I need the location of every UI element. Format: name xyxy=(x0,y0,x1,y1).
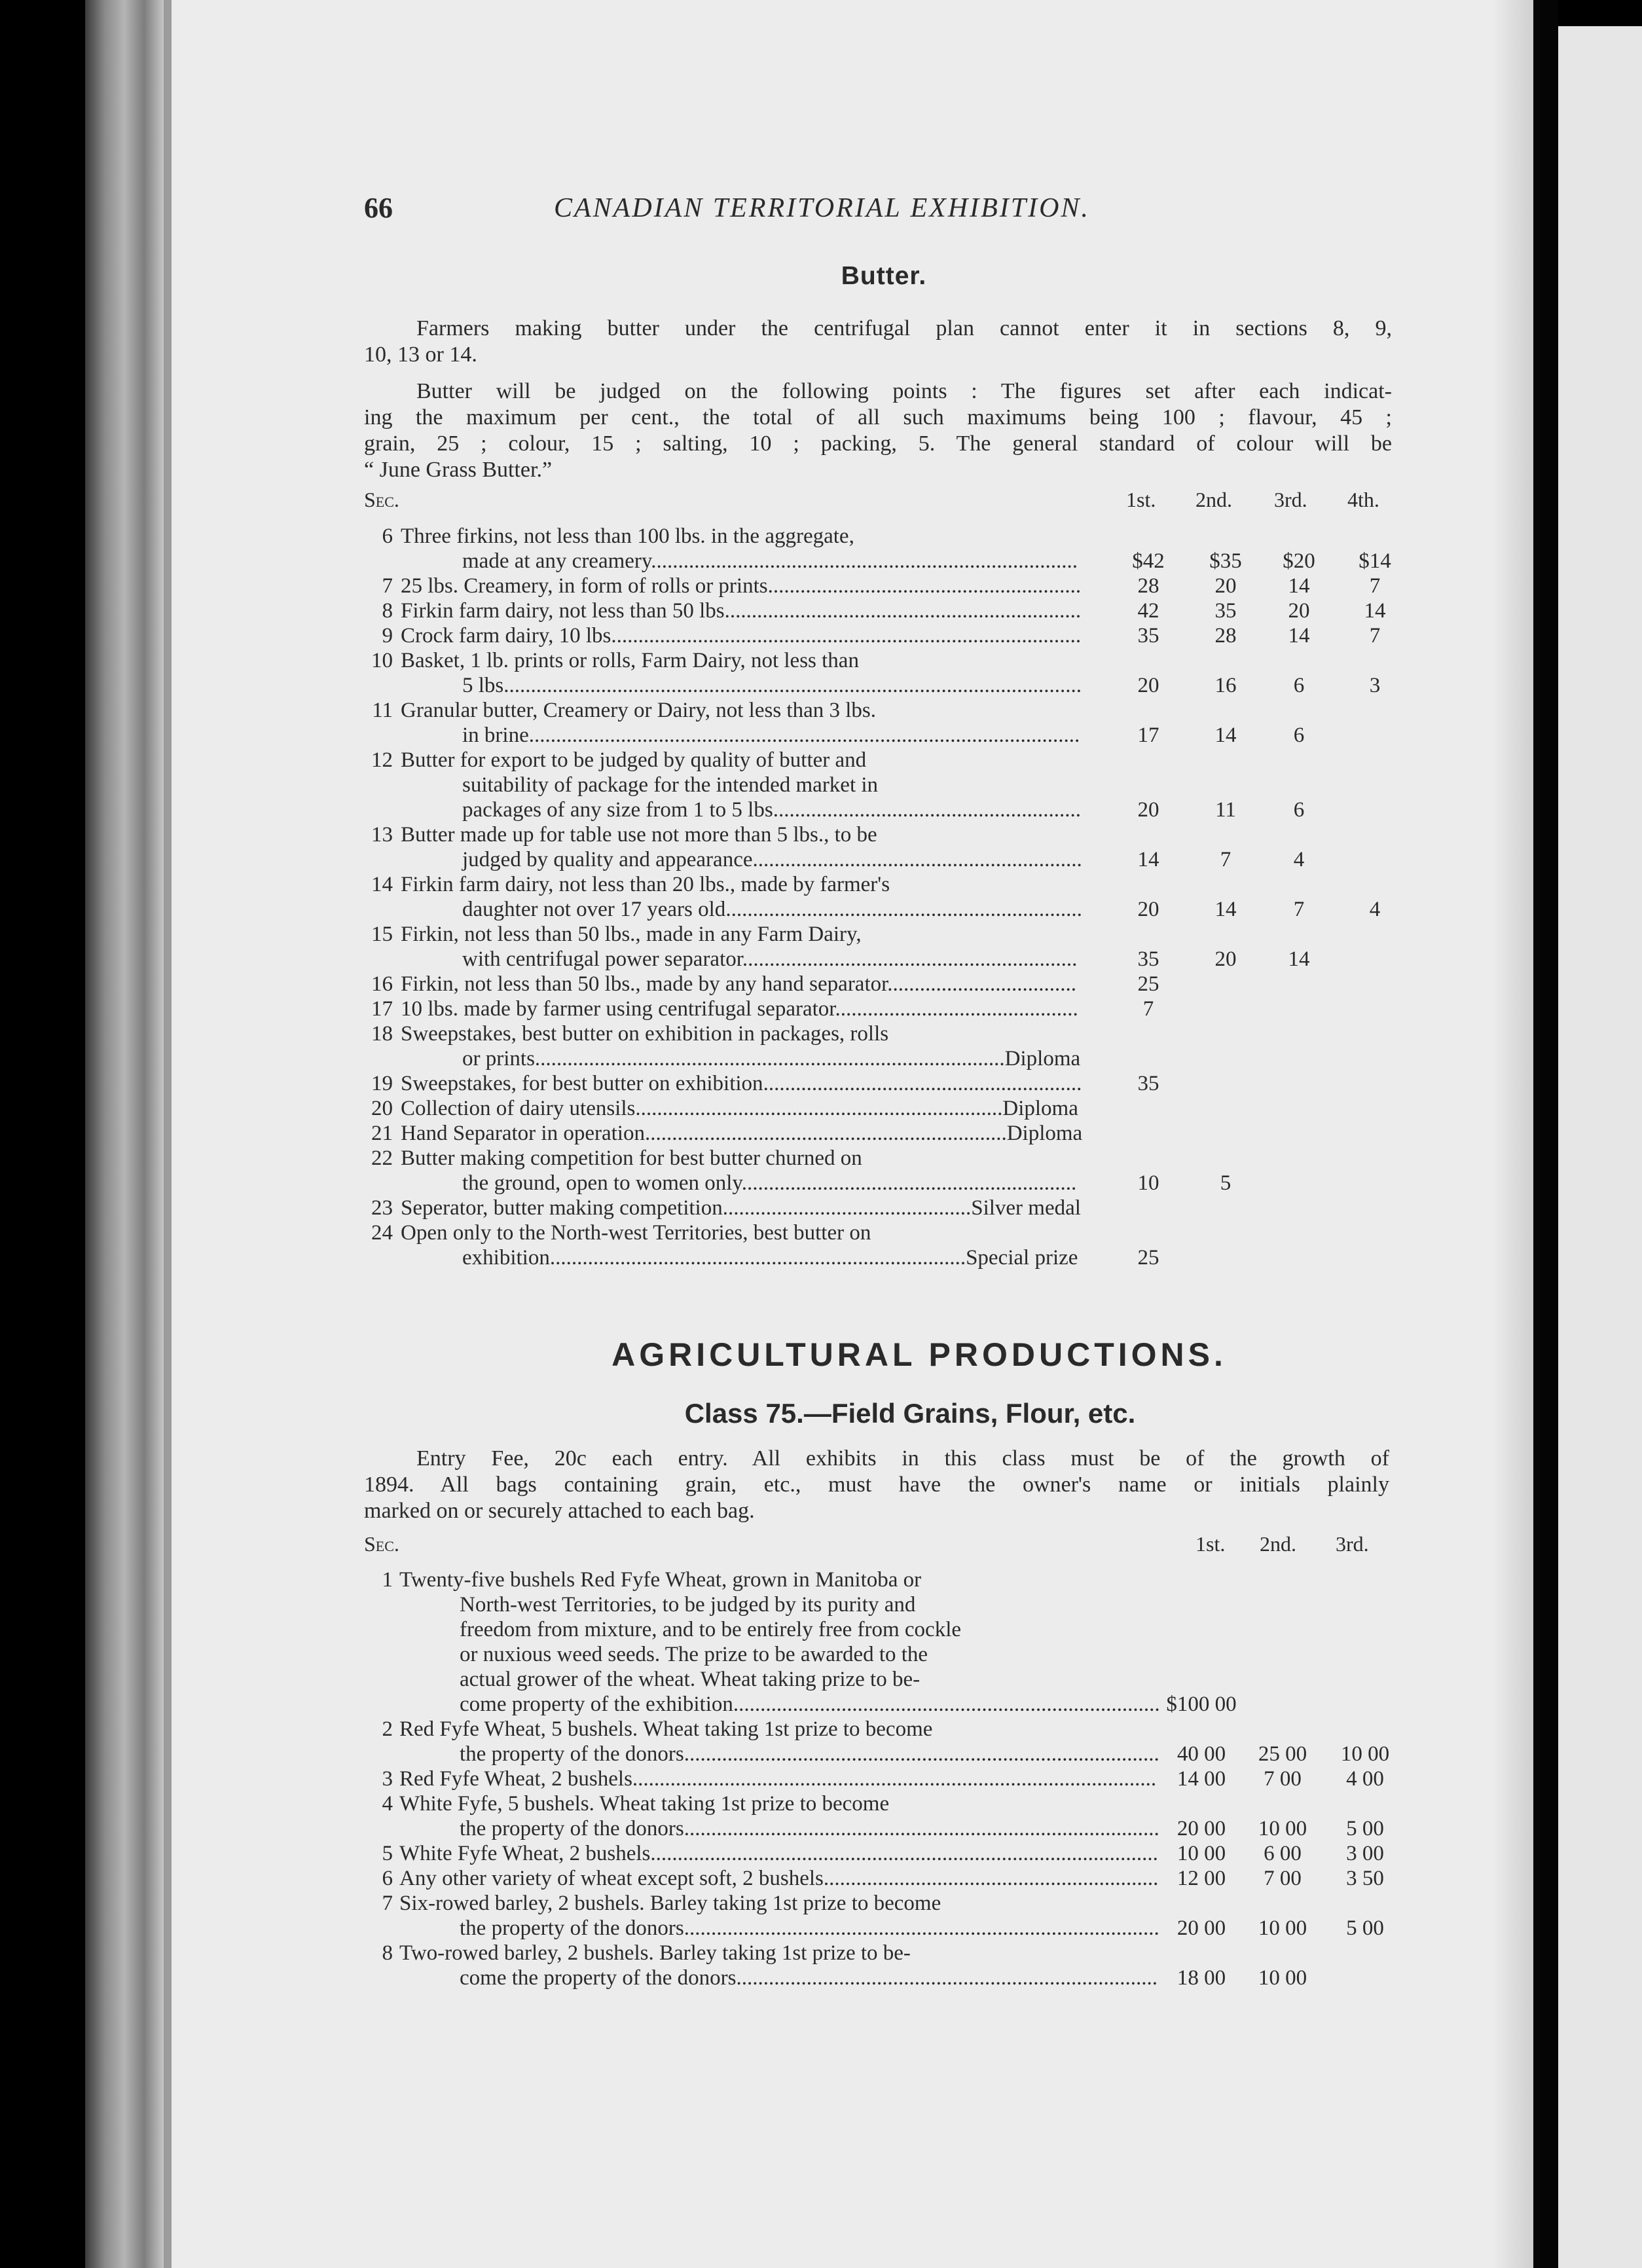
prize-amount: 20 xyxy=(1137,674,1159,697)
section-number: 6 xyxy=(382,524,393,548)
butter-intro-line: Farmers making butter under the centrifugal plan cannot enter it in sections 8, 9, xyxy=(416,316,1392,340)
prize-amount: 25 00 xyxy=(1258,1742,1307,1766)
entry-description-line: suitability of package for the intended market in xyxy=(462,773,879,797)
dot-leader: .............................................................. xyxy=(741,1171,1077,1195)
butter-row xyxy=(0,1146,1642,1196)
dot-leader: ............................................................................. xyxy=(549,1246,966,1270)
entry-description-line: Sweepstakes, best butter on exhibition in packages, rolls xyxy=(401,1022,889,1046)
section-number: 18 xyxy=(371,1022,393,1046)
dot-leader: .................................................................. xyxy=(724,599,1082,623)
butter-row xyxy=(0,623,1642,648)
agri-row xyxy=(0,1891,1642,1941)
agri-header-2nd: 2nd. xyxy=(1260,1532,1296,1556)
prize-amount: 17 xyxy=(1137,723,1159,747)
section-number: 9 xyxy=(382,624,393,648)
agri-intro-line: marked on or securely attached to each bag. xyxy=(364,1499,755,1523)
prize-amount: 20 00 xyxy=(1177,1817,1226,1840)
prize-amount: 28 xyxy=(1137,574,1159,598)
entry-description-line: freedom from mixture, and to be entirely free from cockle xyxy=(460,1618,962,1641)
prize-amount: $42 xyxy=(1132,549,1165,573)
butter-row xyxy=(0,872,1642,922)
prize-amount: $14 xyxy=(1359,549,1391,573)
butter-row xyxy=(0,1071,1642,1096)
entry-description-line: Any other variety of wheat except soft, 2 bushels xyxy=(399,1867,824,1890)
entry-description-line: Butter made up for table use not more than 5 lbs., to be xyxy=(401,823,877,847)
butter-title: Butter. xyxy=(841,262,927,290)
section-number: 12 xyxy=(371,748,393,772)
agri-header-3rd: 3rd. xyxy=(1336,1532,1369,1556)
prize-amount: 6 xyxy=(1293,723,1305,747)
dot-leader: .................................................................... xyxy=(635,1097,1003,1120)
dot-leader: ........................................................................................................... xyxy=(503,674,1082,697)
entry-description-line: Sweepstakes, for best butter on exhibition xyxy=(401,1072,763,1095)
entry-description-line: or nuxious weed seeds. The prize to be awarded to the xyxy=(460,1643,928,1666)
agri-header-1st: 1st. xyxy=(1195,1532,1226,1556)
prize-amount: 42 xyxy=(1137,599,1159,623)
section-number: 22 xyxy=(371,1146,393,1170)
butter-row xyxy=(0,822,1642,872)
prize-amount: 10 00 xyxy=(1258,1916,1307,1940)
butter-header-3rd: 3rd. xyxy=(1274,488,1307,511)
dot-leader: ................................................................................................. xyxy=(632,1767,1157,1791)
prize-amount: 35 xyxy=(1137,947,1159,971)
butter-row xyxy=(0,972,1642,997)
butter-header-1st: 1st. xyxy=(1126,488,1156,511)
prize-amount: 7 xyxy=(1293,898,1305,921)
section-number: 2 xyxy=(382,1717,393,1741)
butter-judging-line: Butter will be judged on the following points : The figures set after each indicat- xyxy=(416,379,1392,403)
butter-intro xyxy=(364,316,1392,368)
dot-leader: .................................................................. xyxy=(725,898,1082,921)
butter-row xyxy=(0,1196,1642,1220)
prize-amount: $100 00 xyxy=(1166,1692,1237,1716)
entry-description-line: or prints xyxy=(462,1047,535,1070)
prize-amount: $35 xyxy=(1209,549,1242,573)
agri-intro-line: Entry Fee, 20c each entry. All exhibits in this class must be of the growth of xyxy=(416,1446,1389,1471)
dot-leader: ........................................................................................ xyxy=(684,1817,1159,1840)
prize-amount: 28 xyxy=(1214,624,1237,648)
butter-row xyxy=(0,1096,1642,1121)
prize-amount: 20 xyxy=(1288,599,1310,623)
agri-intro xyxy=(364,1446,1389,1524)
entry-description-line: packages of any size from 1 to 5 lbs xyxy=(462,798,773,822)
award-label: Diploma xyxy=(1002,1097,1078,1120)
entry-description-line: actual grower of the wheat. Wheat taking prize to be- xyxy=(460,1668,921,1691)
prize-amount: 35 xyxy=(1137,624,1159,648)
butter-intro-line: 10, 13 or 14. xyxy=(364,342,477,367)
dot-leader: .............................................................. xyxy=(823,1867,1159,1890)
prize-amount: 3 00 xyxy=(1346,1842,1384,1865)
entry-description-line: White Fyfe, 5 bushels. Wheat taking 1st prize to become xyxy=(399,1792,890,1816)
entry-description-line: Granular butter, Creamery or Dairy, not less than 3 lbs. xyxy=(401,699,876,722)
entry-description-line: Basket, 1 lb. prints or rolls, Farm Dairy, not less than xyxy=(401,649,859,672)
prize-amount: 14 xyxy=(1288,574,1310,598)
butter-judging xyxy=(364,378,1392,483)
prize-amount: 35 xyxy=(1214,599,1237,623)
entry-description-line: Butter making competition for best butter churned on xyxy=(401,1146,862,1170)
entry-description-line: come the property of the donors xyxy=(460,1966,737,1990)
agri-row xyxy=(0,1941,1642,1990)
prize-amount: 3 xyxy=(1369,674,1381,697)
dot-leader: ............................................. xyxy=(835,997,1078,1021)
prize-amount: 20 00 xyxy=(1177,1916,1226,1940)
entry-description-line: exhibition xyxy=(462,1246,550,1270)
entry-description-line: the property of the donors xyxy=(460,1742,684,1766)
dot-leader: ........................................................................................ xyxy=(684,1916,1159,1940)
prize-amount: 20 xyxy=(1137,898,1159,921)
section-number: 23 xyxy=(371,1196,393,1220)
entry-description-line: judged by quality and appearance xyxy=(462,848,753,871)
butter-row xyxy=(0,997,1642,1021)
prize-amount: 20 xyxy=(1214,947,1237,971)
entry-description-line: the ground, open to women only xyxy=(462,1171,742,1195)
award-label: Diploma xyxy=(1004,1047,1081,1070)
agri-row xyxy=(0,1717,1642,1766)
dot-leader: ................................................................... xyxy=(644,1122,1007,1145)
butter-row xyxy=(0,698,1642,748)
entry-description-line: Two-rowed barley, 2 bushels. Barley taking 1st prize to be- xyxy=(399,1941,911,1965)
section-number: 6 xyxy=(382,1867,393,1890)
butter-header-4th: 4th. xyxy=(1347,488,1379,511)
prize-amount: 20 xyxy=(1214,574,1237,598)
prize-amount: 14 xyxy=(1364,599,1386,623)
agri-intro-line: 1894. All bags containing grain, etc., must have the owner's name or initials plainly xyxy=(364,1472,1389,1497)
dot-leader: .............................................................. xyxy=(742,947,1078,971)
dot-leader: .............................................................................. xyxy=(736,1966,1158,1990)
butter-row xyxy=(0,1220,1642,1270)
prize-amount: 5 00 xyxy=(1346,1817,1384,1840)
dot-leader: ...................................................................................................... xyxy=(528,723,1080,747)
prize-amount: 18 00 xyxy=(1177,1966,1226,1990)
prize-amount: 14 xyxy=(1214,723,1237,747)
butter-row xyxy=(0,748,1642,822)
prize-amount: 10 00 xyxy=(1258,1817,1307,1840)
entry-description-line: 25 lbs. Creamery, in form of rolls or prints xyxy=(401,574,768,598)
entry-description-line: Six-rowed barley, 2 bushels. Barley taking 1st prize to become xyxy=(399,1892,941,1915)
prize-amount: 14 00 xyxy=(1177,1767,1226,1791)
section-number: 20 xyxy=(371,1097,393,1120)
entry-description-line: Red Fyfe Wheat, 2 bushels xyxy=(399,1767,632,1791)
dot-leader: ............................................................. xyxy=(752,848,1082,871)
entry-description-line: Twenty-five bushels Red Fyfe Wheat, grown in Manitoba or xyxy=(399,1568,922,1592)
award-label: Special prize xyxy=(966,1246,1078,1270)
section-number: 13 xyxy=(371,823,393,847)
agri-row xyxy=(0,1567,1642,1717)
section-number: 7 xyxy=(382,574,393,598)
entry-description-line: Firkin farm dairy, not less than 20 lbs., made by farmer's xyxy=(401,873,890,896)
prize-amount: 7 xyxy=(1142,997,1154,1021)
award-label: Silver medal xyxy=(971,1196,1081,1220)
agri-title: AGRICULTURAL PRODUCTIONS. xyxy=(611,1336,1227,1373)
dot-leader: ........................................................................................ xyxy=(684,1742,1159,1766)
prize-amount: 4 00 xyxy=(1346,1767,1384,1791)
section-number: 11 xyxy=(372,699,393,722)
entry-description-line: Seperator, butter making competition xyxy=(401,1196,723,1220)
prize-amount: 10 xyxy=(1137,1171,1159,1195)
entry-description-line: Firkin, not less than 50 lbs., made by any hand separator xyxy=(401,972,888,996)
section-number: 17 xyxy=(371,997,393,1021)
prize-amount: 7 00 xyxy=(1264,1867,1302,1890)
agri-row xyxy=(0,1866,1642,1891)
section-number: 19 xyxy=(371,1072,393,1095)
prize-amount: 14 xyxy=(1137,848,1159,871)
dot-leader: ................................... xyxy=(887,972,1077,996)
prize-amount: 4 xyxy=(1369,898,1381,921)
prize-amount: 7 xyxy=(1369,574,1381,598)
prize-amount: 40 00 xyxy=(1177,1742,1226,1766)
butter-row xyxy=(0,648,1642,698)
prize-amount: 7 xyxy=(1369,624,1381,648)
prize-amount: $20 xyxy=(1283,549,1315,573)
section-number: 5 xyxy=(382,1842,393,1865)
prize-amount: 10 00 xyxy=(1340,1742,1390,1766)
entry-description-line: Firkin farm dairy, not less than 50 lbs xyxy=(401,599,725,623)
dot-leader: ............................................................................... xyxy=(733,1692,1160,1716)
entry-description-line: made at any creamery xyxy=(462,549,651,573)
entry-description-line: 10 lbs. made by farmer using centrifugal separator xyxy=(401,997,835,1021)
agri-row xyxy=(0,1791,1642,1841)
prize-amount: 35 xyxy=(1137,1072,1159,1095)
section-number: 24 xyxy=(371,1221,393,1245)
prize-amount: 12 00 xyxy=(1177,1867,1226,1890)
butter-row xyxy=(0,922,1642,972)
butter-row xyxy=(0,574,1642,598)
entry-description-line: Crock farm dairy, 10 lbs xyxy=(401,624,611,648)
prize-amount: 14 xyxy=(1214,898,1237,921)
entry-description-line: 5 lbs xyxy=(462,674,504,697)
section-number: 1 xyxy=(382,1568,393,1592)
dot-leader: .............................................. xyxy=(722,1196,972,1220)
dot-leader: ....................................................................................... xyxy=(534,1047,1005,1070)
entry-description-line: with centrifugal power separator xyxy=(462,947,742,971)
dot-leader: ............................................................................... xyxy=(651,549,1078,573)
butter-judging-line: ing the maximum per cent., the total of all such maximums being 100 ; flavour, 45 ; xyxy=(364,405,1392,430)
prize-amount: 11 xyxy=(1215,798,1236,822)
award-label: Diploma xyxy=(1006,1122,1083,1145)
section-number: 16 xyxy=(371,972,393,996)
agri-row xyxy=(0,1766,1642,1791)
prize-amount: 6 xyxy=(1293,674,1305,697)
section-number: 8 xyxy=(382,1941,393,1965)
section-number: 21 xyxy=(371,1122,393,1145)
prize-amount: 4 xyxy=(1293,848,1305,871)
prize-amount: 10 00 xyxy=(1177,1842,1226,1865)
prize-amount: 6 00 xyxy=(1264,1842,1302,1865)
entry-description-line: Red Fyfe Wheat, 5 bushels. Wheat taking 1st prize to become xyxy=(399,1717,933,1741)
prize-amount: 5 xyxy=(1220,1171,1232,1195)
entry-description-line: North-west Territories, to be judged by its purity and xyxy=(460,1593,916,1617)
agri-row xyxy=(0,1841,1642,1866)
entry-description-line: Hand Separator in operation xyxy=(401,1122,645,1145)
prize-amount: 6 xyxy=(1293,798,1305,822)
entry-description-line: White Fyfe Wheat, 2 bushels xyxy=(399,1842,651,1865)
entry-description-line: the property of the donors xyxy=(460,1817,684,1840)
entry-description-line: Open only to the North-west Territories, best butter on xyxy=(401,1221,871,1245)
butter-row xyxy=(0,598,1642,623)
prize-amount: 10 00 xyxy=(1258,1966,1307,1990)
prize-amount: 16 xyxy=(1214,674,1237,697)
entry-description-line: daughter not over 17 years old xyxy=(462,898,726,921)
dot-leader: .......................................................... xyxy=(767,574,1082,598)
dot-leader: ........................................................... xyxy=(763,1072,1082,1095)
section-number: 10 xyxy=(371,649,393,672)
prize-amount: 3 50 xyxy=(1346,1867,1384,1890)
entry-description-line: the property of the donors xyxy=(460,1916,684,1940)
entry-description-line: Three firkins, not less than 100 lbs. in the aggregate, xyxy=(401,524,854,548)
butter-row xyxy=(0,1121,1642,1146)
section-number: 3 xyxy=(382,1767,393,1791)
entry-description-line: Firkin, not less than 50 lbs., made in any Farm Dairy, xyxy=(401,923,862,946)
butter-row xyxy=(0,524,1642,574)
class-title: Class 75.—Field Grains, Flour, etc. xyxy=(684,1398,1136,1429)
dot-leader: ......................................................... xyxy=(773,798,1081,822)
dot-leader: ....................................................................................... xyxy=(611,624,1082,648)
entry-description-line: come property of the exhibition xyxy=(460,1692,733,1716)
prize-amount: 14 xyxy=(1288,624,1310,648)
butter-judging-line: grain, 25 ; colour, 15 ; salting, 10 ; packing, 5. The general standard of colour will be xyxy=(364,431,1392,456)
butter-header-2nd: 2nd. xyxy=(1195,488,1232,511)
entry-description-line: Butter for export to be judged by quality of butter and xyxy=(401,748,867,772)
butter-row xyxy=(0,1021,1642,1071)
dot-leader: .............................................................................................. xyxy=(650,1842,1158,1865)
section-number: 14 xyxy=(371,873,393,896)
prize-amount: 25 xyxy=(1137,1246,1159,1270)
butter-judging-line: “ June Grass Butter.” xyxy=(364,458,553,482)
agri-sec-header: Sec. xyxy=(364,1532,399,1556)
running-head: CANADIAN TERRITORIAL EXHIBITION. xyxy=(554,193,1090,223)
prize-amount: 14 xyxy=(1288,947,1310,971)
section-number: 8 xyxy=(382,599,393,623)
entry-description-line: in brine xyxy=(462,723,529,747)
page-number: 66 xyxy=(364,192,393,224)
entry-description-line: Collection of dairy utensils xyxy=(401,1097,636,1120)
prize-amount: 20 xyxy=(1137,798,1159,822)
prize-amount: 25 xyxy=(1137,972,1159,996)
butter-sec-header: Sec. xyxy=(364,488,399,511)
section-number: 15 xyxy=(371,923,393,946)
prize-amount: 7 xyxy=(1220,848,1232,871)
prize-amount: 7 00 xyxy=(1264,1767,1302,1791)
section-number: 7 xyxy=(382,1892,393,1915)
section-number: 4 xyxy=(382,1792,393,1816)
prize-amount: 5 00 xyxy=(1346,1916,1384,1940)
